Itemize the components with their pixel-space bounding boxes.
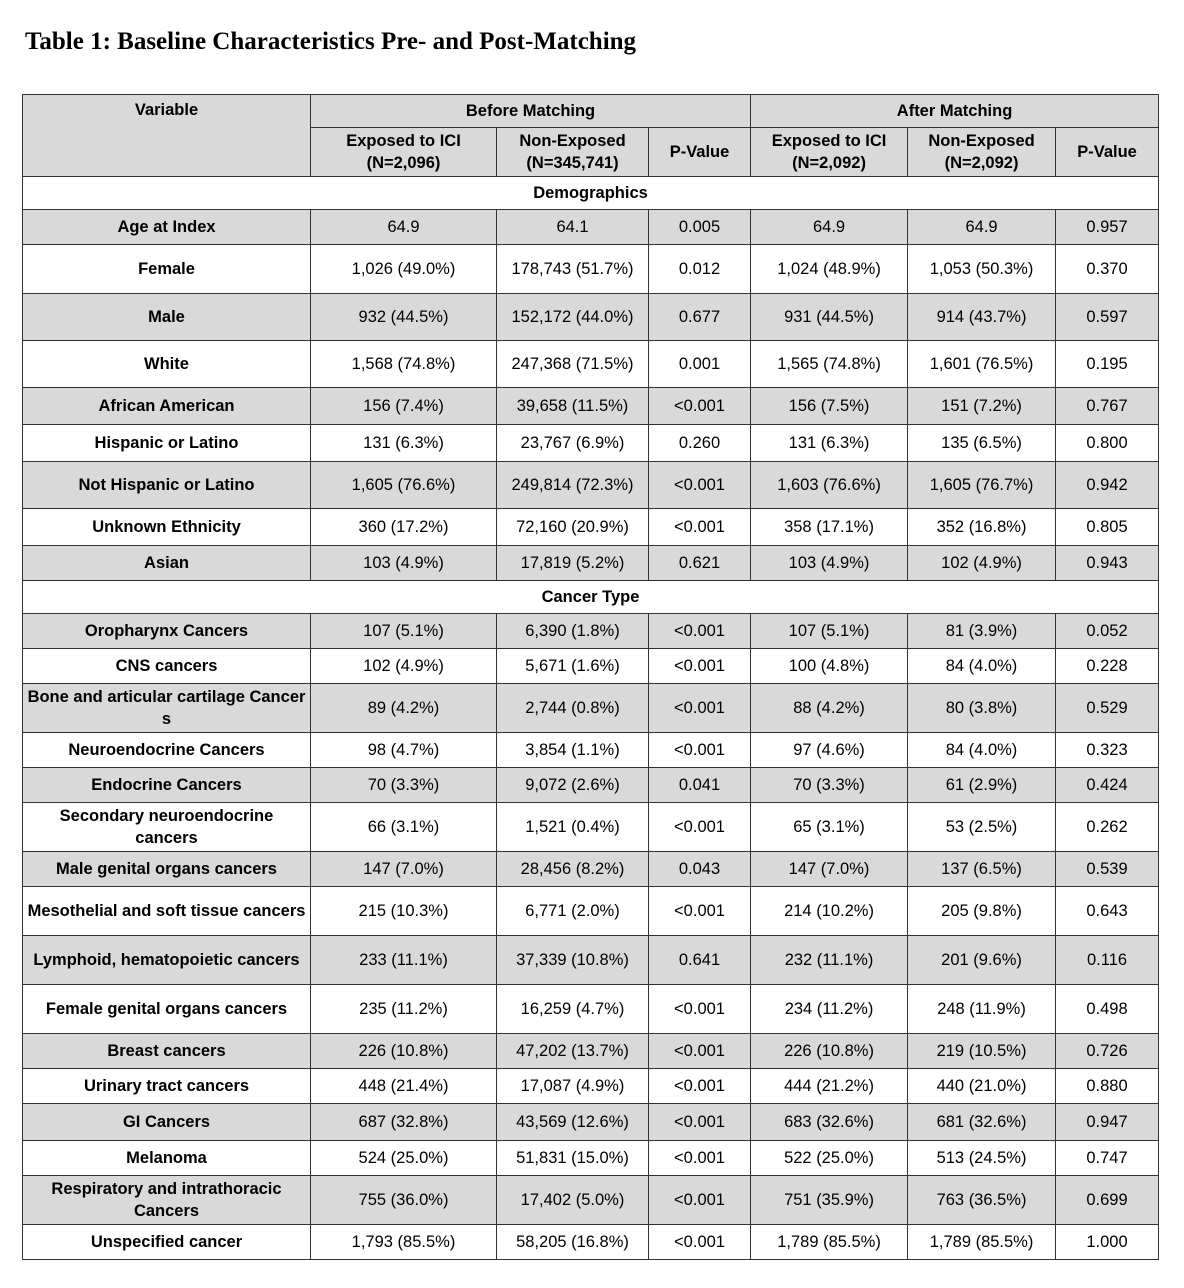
value-cell: 249,814 (72.3%) bbox=[497, 462, 649, 509]
value-cell: 0.767 bbox=[1056, 388, 1159, 425]
variable-cell: Neuroendocrine Cancers bbox=[23, 733, 311, 768]
value-cell: 1,568 (74.8%) bbox=[311, 341, 497, 388]
value-cell: 233 (11.1%) bbox=[311, 936, 497, 985]
variable-cell: Asian bbox=[23, 546, 311, 581]
value-cell: 64.9 bbox=[751, 210, 908, 245]
value-cell: 66 (3.1%) bbox=[311, 803, 497, 852]
value-cell: <0.001 bbox=[649, 509, 751, 546]
value-cell: 0.116 bbox=[1056, 936, 1159, 985]
table-row bbox=[23, 509, 1159, 546]
variable-cell: Urinary tract cancers bbox=[23, 1069, 311, 1104]
value-cell: <0.001 bbox=[649, 887, 751, 936]
value-cell: 0.621 bbox=[649, 546, 751, 581]
variable-cell: Not Hispanic or Latino bbox=[23, 462, 311, 509]
value-cell: 0.942 bbox=[1056, 462, 1159, 509]
value-cell: 214 (10.2%) bbox=[751, 887, 908, 936]
value-cell: 16,259 (4.7%) bbox=[497, 985, 649, 1034]
value-cell: 755 (36.0%) bbox=[311, 1176, 497, 1225]
value-cell: 226 (10.8%) bbox=[311, 1034, 497, 1069]
value-cell: 0.424 bbox=[1056, 768, 1159, 803]
value-cell: 0.228 bbox=[1056, 649, 1159, 684]
value-cell: 156 (7.5%) bbox=[751, 388, 908, 425]
variable-cell: Mesothelial and soft tissue cancers bbox=[23, 887, 311, 936]
value-cell: 226 (10.8%) bbox=[751, 1034, 908, 1069]
variable-cell: Age at Index bbox=[23, 210, 311, 245]
variable-cell: Endocrine Cancers bbox=[23, 768, 311, 803]
value-cell: 100 (4.8%) bbox=[751, 649, 908, 684]
table-row bbox=[23, 1141, 1159, 1176]
value-cell: 23,767 (6.9%) bbox=[497, 425, 649, 462]
value-cell: 84 (4.0%) bbox=[908, 733, 1056, 768]
value-cell: 1,024 (48.9%) bbox=[751, 245, 908, 294]
table-row bbox=[23, 936, 1159, 985]
value-cell: 0.800 bbox=[1056, 425, 1159, 462]
value-cell: 97 (4.6%) bbox=[751, 733, 908, 768]
value-cell: 0.323 bbox=[1056, 733, 1159, 768]
table-body bbox=[23, 177, 1159, 1260]
value-cell: 43,569 (12.6%) bbox=[497, 1104, 649, 1141]
value-cell: 2,744 (0.8%) bbox=[497, 684, 649, 733]
value-cell: 0.677 bbox=[649, 294, 751, 341]
value-cell: 1,793 (85.5%) bbox=[311, 1225, 497, 1260]
value-cell: 0.597 bbox=[1056, 294, 1159, 341]
table-row bbox=[23, 462, 1159, 509]
value-cell: 81 (3.9%) bbox=[908, 614, 1056, 649]
value-cell: 0.747 bbox=[1056, 1141, 1159, 1176]
value-cell: 51,831 (15.0%) bbox=[497, 1141, 649, 1176]
value-cell: 1,521 (0.4%) bbox=[497, 803, 649, 852]
value-cell: 147 (7.0%) bbox=[751, 852, 908, 887]
value-cell: <0.001 bbox=[649, 733, 751, 768]
value-cell: 70 (3.3%) bbox=[751, 768, 908, 803]
value-cell: 215 (10.3%) bbox=[311, 887, 497, 936]
value-cell: 131 (6.3%) bbox=[311, 425, 497, 462]
value-cell: 1,053 (50.3%) bbox=[908, 245, 1056, 294]
value-cell: <0.001 bbox=[649, 985, 751, 1034]
value-cell: 28,456 (8.2%) bbox=[497, 852, 649, 887]
value-cell: 72,160 (20.9%) bbox=[497, 509, 649, 546]
variable-cell: African American bbox=[23, 388, 311, 425]
value-cell: 914 (43.7%) bbox=[908, 294, 1056, 341]
value-cell: <0.001 bbox=[649, 684, 751, 733]
value-cell: <0.001 bbox=[649, 614, 751, 649]
value-cell: 0.643 bbox=[1056, 887, 1159, 936]
variable-cell: Lymphoid, hematopoietic cancers bbox=[23, 936, 311, 985]
value-cell: 1,601 (76.5%) bbox=[908, 341, 1056, 388]
value-cell: 0.539 bbox=[1056, 852, 1159, 887]
value-cell: 0.043 bbox=[649, 852, 751, 887]
value-cell: 0.052 bbox=[1056, 614, 1159, 649]
value-cell: <0.001 bbox=[649, 1141, 751, 1176]
value-cell: 763 (36.5%) bbox=[908, 1176, 1056, 1225]
value-cell: 0.943 bbox=[1056, 546, 1159, 581]
table-row bbox=[23, 388, 1159, 425]
table-row bbox=[23, 684, 1159, 733]
variable-cell: GI Cancers bbox=[23, 1104, 311, 1141]
value-cell: 107 (5.1%) bbox=[311, 614, 497, 649]
value-cell: <0.001 bbox=[649, 649, 751, 684]
value-cell: <0.001 bbox=[649, 388, 751, 425]
value-cell: 0.726 bbox=[1056, 1034, 1159, 1069]
table-row bbox=[23, 245, 1159, 294]
value-cell: 178,743 (51.7%) bbox=[497, 245, 649, 294]
table-row bbox=[23, 1034, 1159, 1069]
section-header-row bbox=[23, 581, 1159, 614]
value-cell: <0.001 bbox=[649, 1034, 751, 1069]
before-pvalue-header: P-Value bbox=[649, 128, 751, 177]
variable-cell: White bbox=[23, 341, 311, 388]
table-row bbox=[23, 294, 1159, 341]
variable-cell: Hispanic or Latino bbox=[23, 425, 311, 462]
value-cell: 219 (10.5%) bbox=[908, 1034, 1056, 1069]
value-cell: 102 (4.9%) bbox=[311, 649, 497, 684]
table-row bbox=[23, 1176, 1159, 1225]
value-cell: 65 (3.1%) bbox=[751, 803, 908, 852]
value-cell: 47,202 (13.7%) bbox=[497, 1034, 649, 1069]
value-cell: 1,026 (49.0%) bbox=[311, 245, 497, 294]
value-cell: 147 (7.0%) bbox=[311, 852, 497, 887]
value-cell: 932 (44.5%) bbox=[311, 294, 497, 341]
variable-cell: Male bbox=[23, 294, 311, 341]
value-cell: 137 (6.5%) bbox=[908, 852, 1056, 887]
baseline-characteristics-table bbox=[22, 94, 1159, 1260]
table-row bbox=[23, 803, 1159, 852]
value-cell: 0.012 bbox=[649, 245, 751, 294]
variable-cell: Unspecified cancer bbox=[23, 1225, 311, 1260]
after-matching-header: After Matching bbox=[751, 95, 1159, 128]
value-cell: 84 (4.0%) bbox=[908, 649, 1056, 684]
header-row-groups bbox=[23, 95, 1159, 128]
value-cell: <0.001 bbox=[649, 803, 751, 852]
value-cell: 17,819 (5.2%) bbox=[497, 546, 649, 581]
value-cell: 0.005 bbox=[649, 210, 751, 245]
value-cell: 0.641 bbox=[649, 936, 751, 985]
value-cell: 444 (21.2%) bbox=[751, 1069, 908, 1104]
value-cell: 0.370 bbox=[1056, 245, 1159, 294]
value-cell: 64.1 bbox=[497, 210, 649, 245]
value-cell: 1,605 (76.6%) bbox=[311, 462, 497, 509]
value-cell: 358 (17.1%) bbox=[751, 509, 908, 546]
value-cell: 681 (32.6%) bbox=[908, 1104, 1056, 1141]
value-cell: 9,072 (2.6%) bbox=[497, 768, 649, 803]
value-cell: 0.957 bbox=[1056, 210, 1159, 245]
value-cell: 1,603 (76.6%) bbox=[751, 462, 908, 509]
value-cell: 156 (7.4%) bbox=[311, 388, 497, 425]
value-cell: 131 (6.3%) bbox=[751, 425, 908, 462]
variable-cell: Bone and articular cartilage Cancer s bbox=[23, 684, 311, 733]
table-row bbox=[23, 649, 1159, 684]
table-row bbox=[23, 1069, 1159, 1104]
value-cell: 524 (25.0%) bbox=[311, 1141, 497, 1176]
value-cell: 39,658 (11.5%) bbox=[497, 388, 649, 425]
table-row bbox=[23, 546, 1159, 581]
value-cell: 1,789 (85.5%) bbox=[908, 1225, 1056, 1260]
value-cell: 0.041 bbox=[649, 768, 751, 803]
value-cell: 0.805 bbox=[1056, 509, 1159, 546]
value-cell: 0.880 bbox=[1056, 1069, 1159, 1104]
value-cell: 5,671 (1.6%) bbox=[497, 649, 649, 684]
value-cell: 931 (44.5%) bbox=[751, 294, 908, 341]
table-row bbox=[23, 1104, 1159, 1141]
before-exposed-header: Exposed to ICI (N=2,096) bbox=[311, 128, 497, 177]
before-matching-header: Before Matching bbox=[311, 95, 751, 128]
variable-cell: Male genital organs cancers bbox=[23, 852, 311, 887]
variable-header: Variable bbox=[23, 95, 311, 177]
value-cell: 205 (9.8%) bbox=[908, 887, 1056, 936]
value-cell: 152,172 (44.0%) bbox=[497, 294, 649, 341]
value-cell: 70 (3.3%) bbox=[311, 768, 497, 803]
after-nonexposed-header: Non-Exposed (N=2,092) bbox=[908, 128, 1056, 177]
table-row bbox=[23, 614, 1159, 649]
value-cell: 360 (17.2%) bbox=[311, 509, 497, 546]
value-cell: 683 (32.6%) bbox=[751, 1104, 908, 1141]
value-cell: <0.001 bbox=[649, 1225, 751, 1260]
value-cell: 687 (32.8%) bbox=[311, 1104, 497, 1141]
variable-cell: Female genital organs cancers bbox=[23, 985, 311, 1034]
table-row bbox=[23, 887, 1159, 936]
table-row bbox=[23, 425, 1159, 462]
value-cell: 0.699 bbox=[1056, 1176, 1159, 1225]
table-title: Table 1: Baseline Characteristics Pre- and Post-Matching bbox=[25, 28, 637, 55]
after-exposed-header: Exposed to ICI (N=2,092) bbox=[751, 128, 908, 177]
value-cell: 53 (2.5%) bbox=[908, 803, 1056, 852]
value-cell: 1,789 (85.5%) bbox=[751, 1225, 908, 1260]
value-cell: 103 (4.9%) bbox=[311, 546, 497, 581]
value-cell: 247,368 (71.5%) bbox=[497, 341, 649, 388]
value-cell: 89 (4.2%) bbox=[311, 684, 497, 733]
table-row bbox=[23, 733, 1159, 768]
value-cell: 17,402 (5.0%) bbox=[497, 1176, 649, 1225]
value-cell: 352 (16.8%) bbox=[908, 509, 1056, 546]
value-cell: 522 (25.0%) bbox=[751, 1141, 908, 1176]
variable-cell: Oropharynx Cancers bbox=[23, 614, 311, 649]
value-cell: <0.001 bbox=[649, 1069, 751, 1104]
value-cell: 17,087 (4.9%) bbox=[497, 1069, 649, 1104]
variable-cell: Respiratory and intrathoracic Cancers bbox=[23, 1176, 311, 1225]
value-cell: <0.001 bbox=[649, 1176, 751, 1225]
value-cell: 0.001 bbox=[649, 341, 751, 388]
value-cell: <0.001 bbox=[649, 462, 751, 509]
value-cell: 98 (4.7%) bbox=[311, 733, 497, 768]
section-header-row bbox=[23, 177, 1159, 210]
value-cell: 235 (11.2%) bbox=[311, 985, 497, 1034]
variable-cell: Unknown Ethnicity bbox=[23, 509, 311, 546]
table-row bbox=[23, 852, 1159, 887]
value-cell: 37,339 (10.8%) bbox=[497, 936, 649, 985]
value-cell: 135 (6.5%) bbox=[908, 425, 1056, 462]
variable-cell: Secondary neuroendocrine cancers bbox=[23, 803, 311, 852]
table-row bbox=[23, 210, 1159, 245]
value-cell: 88 (4.2%) bbox=[751, 684, 908, 733]
after-pvalue-header: P-Value bbox=[1056, 128, 1159, 177]
value-cell: 0.498 bbox=[1056, 985, 1159, 1034]
value-cell: 102 (4.9%) bbox=[908, 546, 1056, 581]
section-title: Cancer Type bbox=[23, 581, 1159, 614]
value-cell: 6,390 (1.8%) bbox=[497, 614, 649, 649]
value-cell: 232 (11.1%) bbox=[751, 936, 908, 985]
value-cell: 64.9 bbox=[908, 210, 1056, 245]
value-cell: 80 (3.8%) bbox=[908, 684, 1056, 733]
value-cell: <0.001 bbox=[649, 1104, 751, 1141]
value-cell: 201 (9.6%) bbox=[908, 936, 1056, 985]
value-cell: 440 (21.0%) bbox=[908, 1069, 1056, 1104]
value-cell: 1.000 bbox=[1056, 1225, 1159, 1260]
value-cell: 3,854 (1.1%) bbox=[497, 733, 649, 768]
before-nonexposed-header: Non-Exposed (N=345,741) bbox=[497, 128, 649, 177]
value-cell: 58,205 (16.8%) bbox=[497, 1225, 649, 1260]
value-cell: 1,565 (74.8%) bbox=[751, 341, 908, 388]
variable-cell: Breast cancers bbox=[23, 1034, 311, 1069]
variable-cell: CNS cancers bbox=[23, 649, 311, 684]
value-cell: 151 (7.2%) bbox=[908, 388, 1056, 425]
value-cell: 6,771 (2.0%) bbox=[497, 887, 649, 936]
value-cell: 248 (11.9%) bbox=[908, 985, 1056, 1034]
value-cell: 751 (35.9%) bbox=[751, 1176, 908, 1225]
value-cell: 64.9 bbox=[311, 210, 497, 245]
table-row bbox=[23, 341, 1159, 388]
variable-cell: Female bbox=[23, 245, 311, 294]
value-cell: 234 (11.2%) bbox=[751, 985, 908, 1034]
section-title: Demographics bbox=[23, 177, 1159, 210]
value-cell: 0.260 bbox=[649, 425, 751, 462]
variable-cell: Melanoma bbox=[23, 1141, 311, 1176]
table-row bbox=[23, 1225, 1159, 1260]
value-cell: 448 (21.4%) bbox=[311, 1069, 497, 1104]
value-cell: 107 (5.1%) bbox=[751, 614, 908, 649]
table-row bbox=[23, 768, 1159, 803]
value-cell: 1,605 (76.7%) bbox=[908, 462, 1056, 509]
value-cell: 0.262 bbox=[1056, 803, 1159, 852]
value-cell: 0.529 bbox=[1056, 684, 1159, 733]
value-cell: 513 (24.5%) bbox=[908, 1141, 1056, 1176]
value-cell: 0.947 bbox=[1056, 1104, 1159, 1141]
table-row bbox=[23, 985, 1159, 1034]
value-cell: 0.195 bbox=[1056, 341, 1159, 388]
value-cell: 61 (2.9%) bbox=[908, 768, 1056, 803]
value-cell: 103 (4.9%) bbox=[751, 546, 908, 581]
